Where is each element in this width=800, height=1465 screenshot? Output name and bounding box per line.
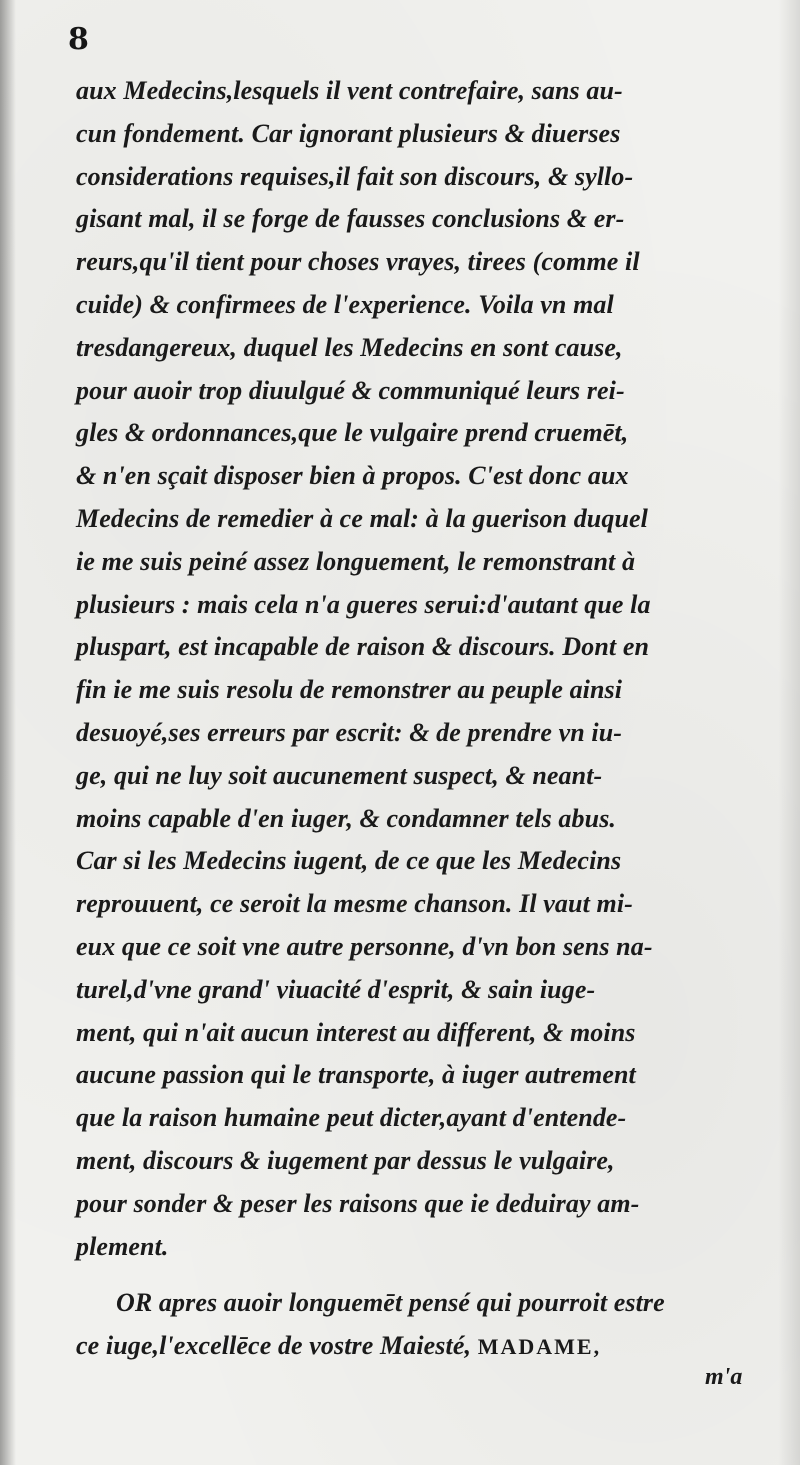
text-line: tresdangereux, duquel les Medecins en sont cause, — [76, 332, 623, 362]
text-line: fin ie me suis resolu de remonstrer au peuple ainsi — [76, 675, 623, 705]
text-line: Car si les Medecins iugent, de ce que les Medecins — [76, 846, 622, 876]
text-line: aucune passion qui le transporte, à iuger autrement — [76, 1060, 636, 1090]
text-line: ie me suis peiné assez longuement, le remonstrant à — [76, 546, 636, 576]
text-line: ment, discours & iugement par dessus le vulgaire, — [76, 1145, 615, 1175]
text-line: ment, qui n'ait aucun interest au different, & moins — [76, 1017, 636, 1047]
text-line: moins capable d'en iuger, & condamner tels abus. — [76, 803, 617, 833]
text-line: plusieurs : mais cela n'a gueres serui:d'autant que la — [76, 589, 651, 619]
text-fragment: ce iuge,l'excellēce de vostre Maiesté, — [76, 1331, 472, 1361]
paragraph-break — [76, 1268, 766, 1282]
catchword: m'a — [705, 1364, 743, 1390]
page-number: 8 — [68, 22, 89, 57]
page-edge — [778, 0, 800, 1465]
text-line: aux Medecins,lesquels il vent contrefaire, sans au- — [76, 76, 623, 105]
binding-shadow — [0, 0, 16, 1465]
text-line: plement. — [76, 1231, 169, 1261]
text-line: reurs,qu'il tient pour choses vrayes, tirees (comme il — [76, 247, 640, 277]
text-line: & n'en sçait disposer bien à propos. C'est donc aux — [76, 461, 629, 491]
text-line: cuide) & confirmees de l'experience. Voila vn mal — [76, 289, 614, 319]
text-line: considerations requises,il fait son discours, & syllo- — [76, 161, 634, 191]
text-line: que la raison humaine peut dicter,ayant d'entende- — [76, 1103, 627, 1133]
text-line: pour sonder & peser les raisons que ie deduiray am- — [76, 1188, 640, 1218]
text-line: pluspart, est incapable de raison & discours. Dont en — [76, 632, 650, 662]
text-line: reprouuent, ce seroit la mesme chanson. Il vaut mi- — [76, 889, 633, 919]
text-body — [76, 70, 766, 1368]
text-line: gisant mal, il se forge de fausses conclusions & er- — [76, 204, 625, 234]
text-line: ge, qui ne luy soit aucunement suspect, & neant- — [76, 760, 603, 790]
text-line: Medecins de remedier à ce mal: à la guerison duquel — [76, 503, 648, 533]
text-line — [76, 1325, 766, 1368]
text-line: gles & ordonnances,que le vulgaire prend cruemēt, — [76, 418, 629, 448]
text-line: cun fondement. Car ignorant plusieurs & diuerses — [76, 118, 621, 148]
text-line: pour auoir trop diuulgué & communiqué leurs rei- — [76, 375, 625, 405]
text-line: desuoyé,ses erreurs par escrit: & de prendre vn iu- — [76, 717, 623, 747]
small-caps-address: MADAME, — [477, 1334, 602, 1360]
text-line: eux que ce soit vne autre personne, d'vn bon sens na- — [76, 931, 653, 961]
text-line: OR apres auoir longuemēt pensé qui pourroit estre — [116, 1288, 665, 1318]
text-line: turel,d'vne grand' viuacité d'esprit, & sain iuge- — [76, 974, 596, 1004]
